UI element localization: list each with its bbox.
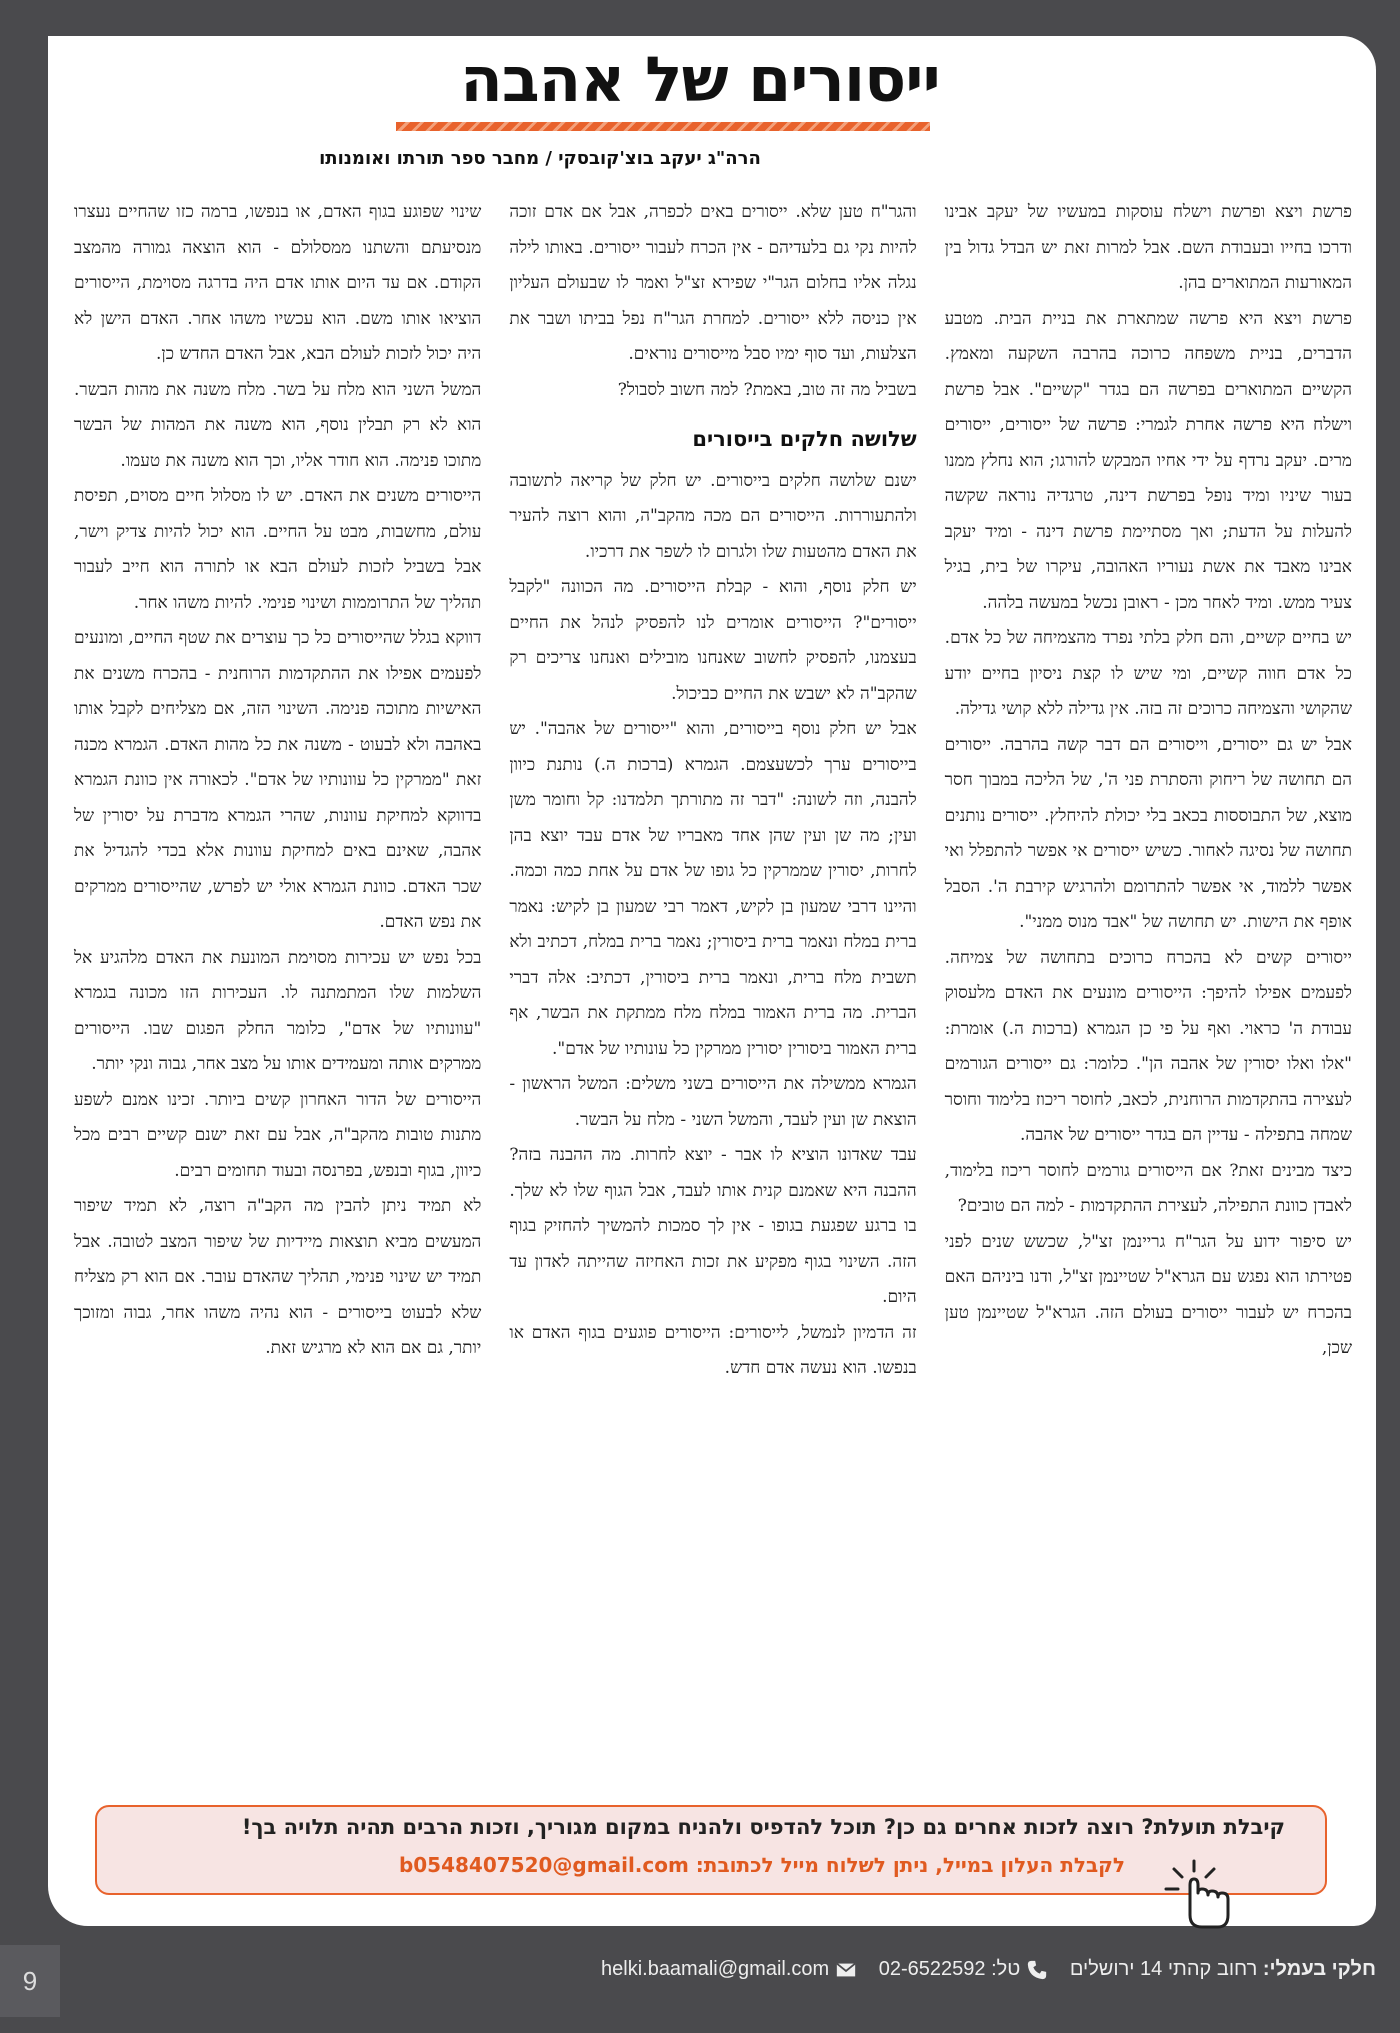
paragraph: אבל יש גם ייסורים, וייסורים הם דבר קשה בהרבה. ייסורים הם תחושה של ריחוק והסתרת פני ה', של הליכה במבוך חסר מוצא, של התבוססות בכאב בלי יכולת להיחלץ. ייסורים נותנים תחושה של נסיגה לאחור. כשיש ייסורים אי אפשר להתפלל ואי אפשר ללמוד, אי אפשר להתרומם ולהרגיש קירבת ה'. הסבל אופף את הישות. יש תחושה של "אבד מנוס ממני". <box>944 734 1352 932</box>
promo-email-line[interactable]: לקבלת העלון במייל, ניתן לשלוח מייל לכתובת: b0548407520@gmail.com <box>398 1853 1125 1877</box>
article-title: ייסורים של אהבה <box>460 43 940 116</box>
paragraph: בשביל מה זה טוב, באמת? למה חשוב לסבול? <box>617 379 917 400</box>
page-number: 9 <box>0 1945 60 2017</box>
paragraph: דווקא בגלל שהייסורים כל כך עוצרים את שטף החיים, ומונעים לפעמים אפילו את ההתקדמות הרוחנית - בהכרח משנים את האישיות מתוכה פנימה. השינוי הזה, אם מצליחים לקבל אותו באהבה ולא לבעוט - משנה את כל מהות האדם. הגמרא מכנה זאת "ממרקין כל עוונותיו של אדם". לכאורה אין כוונת הגמרא בדווקא למחיקת עוונות, שהרי הגמרא מדברת על יסורין של אהבה, שאינם באים למחיקת עוונות אלא בכדי להגדיל את שכר האדם. כוונת הגמרא אולי יש לפרש, שהייסורים ממרקים את נפש האדם. <box>74 628 482 932</box>
phone-icon <box>1026 1959 1048 1981</box>
footer-phone[interactable]: טל: 02-6522592 <box>878 1958 1021 1980</box>
footer-brand: חלקי בעמלי: <box>1262 1958 1376 1980</box>
paragraph: בכל נפש יש עכירות מסוימת המונעת את האדם מלהגיע אל השלמות שלו המתמתנה לו. העכירות הזו מכונה בגמרא "עוונותיו של אדם", כלומר החלק הפגום שבו. הייסורים ממרקים אותה ומעמידים אותו על מצב אחר, גבוה ונקי יותר. <box>74 947 482 1074</box>
footer-address: רחוב קהתי 14 ירושלים <box>1069 1958 1258 1980</box>
paragraph: ישנם שלושה חלקים בייסורים. יש חלק של קריאה לתשובה ולהתעוררות. הייסורים הם מכה מהקב"ה, והוא רוצה להעיר את האדם מהטעות שלו ולגרום לו לשפר את דרכיו. <box>509 470 917 562</box>
paragraph: שינוי שפוגע בגוף האדם, או בנפשו, ברמה כזו שהחיים נעצרו מנסיעתם והשתנו ממסלולם - הוא הוצאה גמורה מהמצב הקודם. אם עד היום אותו אדם היה בדרגה מסוימת, הייסורים הוציאו אותו משם. הוא עכשיו משהו אחר. האדם הישן לא היה יכול לזכות לעולם הבא, אבל האדם החדש כן. <box>74 202 482 364</box>
column-middle <box>509 195 916 1745</box>
column-right <box>945 195 1352 1745</box>
paragraph: ייסורים קשים לא בהכרח כרוכים בתחושה של צמיחה. לפעמים אפילו להיפך: הייסורים מונעים את האדם מלעסוק עבודת ה' כראוי. ואף על פי כן הגמרא (ברכות ה.) אומרת: "אלו ואלו יסורין של אהבה הן". כלומר: גם ייסורים הגורמים לעצירה בהתקדמות הרוחנית, לכאב, לחוסר ריכוז בלימוד וחוסר שמחה בתפילה - עדיין הם בגדר ייסורים של אהבה. <box>944 947 1352 1145</box>
footer-email[interactable]: helki.baamali@gmail.com <box>601 1958 830 1980</box>
paragraph: הייסורים של הדור האחרון קשים ביותר. זכינו אמנם לשפע מתנות טובות מהקב"ה, אבל עם זאת ישנם קשיים רבים מכל כיוון, בגוף ובנפש, בפרנסה ובעוד תחומים רבים. <box>74 1089 482 1181</box>
section-heading: שלושה חלקים בייסורים <box>692 427 917 451</box>
paragraph: אבל יש חלק נוסף בייסורים, והוא "ייסורים של אהבה". יש בייסורים ערך לכשעצמם. הגמרא (ברכות ה.) נותנת כיוון להבנה, וזה לשונה: "דבר זה מתורתך תלמדנו: קל וחומר משן ועין; מה שן ועין שהן אחד מאבריו של אדם עבד יוצא בהן לחרות, יסורין שממרקין כל גופו של אדם על אחת כמה וכמה. והיינו דרבי שמעון בן לקיש, דאמר רבי שמעון בן לקיש: נאמר ברית במלח ונאמר ברית ביסורין; נאמר ברית במלח, דכתיב ולא תשבית מלח ברית, ונאמר ברית ביסורין, דכתיב: אלה דברי הברית. מה ברית האמור במלח מלח ממתקת את הבשר, אף ברית האמור ביסורין יסורין ממרקין כל עונותיו של אדם". <box>509 719 917 1059</box>
paragraph: יש חלק נוסף, והוא - קבלת הייסורים. מה הכוונה "לקבל ייסורים"? הייסורים אומרים לנו להפסיק לנהל את החיים בעצמנו, להפסיק לחשוב שאנחנו מובילים ואנחנו צריכים רק שהקב"ה לא ישבש את החיים כביכול. <box>509 577 917 704</box>
column-left <box>74 195 481 1745</box>
envelope-icon <box>835 1959 857 1981</box>
paragraph: כיצד מבינים זאת? אם הייסורים גורמים לחוסר ריכוז בלימוד, לאבדן כוונת התפילה, לעצירת ההתקדמות - למה הם טובים? <box>944 1160 1352 1216</box>
paragraph: פרשת ויצא ופרשת וישלח עוסקות במעשיו של יעקב אבינו ודרכו בחייו ובעבודת השם. אבל למרות זאת יש הבדל גדול בין המאורעות המתוארים בהן. <box>944 202 1352 293</box>
paragraph: יש בחיים קשיים, והם חלק בלתי נפרד מהצמיחה של כל אדם. כל אדם חווה קשיים, ומי שיש לו קצת ניסיון בחיים יודע שהקושי והצמיחה כרוכים זה בזה. אין גדילה ללא קושי גדילה. <box>944 628 1352 719</box>
paragraph: והגר"ח טען שלא. ייסורים באים לכפרה, אבל אם אדם זוכה להיות נקי גם בלעדיהם - אין הכרח לעבור ייסורים. באותו לילה נגלה אליו בחלום הגר"י שפירא זצ"ל ואמר לו שבעולם העליון אין כניסה ללא ייסורים. למחרת הגר"ח נפל בביתו ושבר את הצלעות, ועד סוף ימיו סבל מייסורים נוראים. <box>509 202 917 364</box>
footer-contact <box>601 1958 1376 1981</box>
paragraph: יש סיפור ידוע על הגר"ח גריינמן זצ"ל, שכשש שנים לפני פטירתו הוא נפגש עם הגרא"ל שטיינמן זצ"ל, ודנו ביניהם האם בהכרח יש לעבור ייסורים בעולם הזה. הגרא"ל שטיינמן טען שכן, <box>944 1231 1352 1358</box>
promo-headline: קיבלת תועלת? רוצה לזכות אחרים גם כן? תוכל להדפיס ולהניח במקום מגוריך, וזכות הרבים תהיה תלויה בך! <box>241 1815 1285 1839</box>
paragraph: המשל השני הוא מלח על בשר. מלח משנה את מהות הבשר. הוא לא רק תבלין נוסף, הוא משנה את המהות של הבשר מתוכו פנימה. הוא חודר אליו, וכך הוא משנה את טעמו. <box>74 379 482 471</box>
title-underline-decoration <box>396 122 930 131</box>
paragraph: פרשת ויצא היא פרשה שמתארת את בניית הבית. מטבע הדברים, בניית משפחה כרוכה בהרבה השקעה ומאמץ. הקשיים המתוארים בפרשה הם בגדר "קשיים". אבל פרשת וישלח היא פרשה אחרת לגמרי: פרשה של ייסורים, ייסורים מרים. יעקב נרדף על ידי אחיו המבקש להורגו; הוא נחלץ ממנו בעור שיניו ומיד נופל בפרשת דינה, טרגדיה נוראה שקשה להעלות על הדעת; ואך מסתיימת פרשת דינה - ומיד יעקב אבינו מאבד את אשת נעוריו האהובה, עיקרו של בית, בגיל צעיר ממש. ומיד לאחר מכן - ראובן נכשל במעשה בלהה. <box>944 308 1352 613</box>
article-body <box>74 195 1352 1745</box>
paragraph: לא תמיד ניתן להבין מה הקב"ה רוצה, לא תמיד שיפור המעשים מביא תוצאות מיידיות של שיפור המצב לטובה. אבל תמיד יש שינוי פנימי, תהליך שהאדם עובר. אם הוא רק מצליח שלא לבעוט בייסורים - הוא נהיה משהו אחר, גבוה ומזוכך יותר, גם אם הוא לא מרגיש זאת. <box>74 1196 482 1358</box>
paragraph: עבד שאדונו הוציא לו אבר - יוצא לחרות. מה ההבנה בזה? ההבנה היא שאמנם קנית אותו לעבד, אבל הגוף שלו לא שלך. בו ברגע שפגעת בגופו - אין לך סמכות להמשיך להחזיק בגוף הזה. השינוי בגוף מפקיע את זכות האחיזה שהייתה לאדון עד היום. <box>509 1145 917 1307</box>
article-byline: הרה"ג יעקב בוצ'קובסקי / מחבר ספר תורתו ואומנותו <box>319 148 761 169</box>
paragraph: הגמרא ממשילה את הייסורים בשני משלים: המשל הראשון - הוצאת שן ועין לעבד, והמשל השני - מלח על הבשר. <box>509 1074 917 1130</box>
promo-box <box>95 1805 1327 1895</box>
pointing-hand-icon <box>1160 1855 1240 1935</box>
paragraph: זה הדמיון לנמשל, לייסורים: הייסורים פוגעים בגוף האדם או בנפשו. הוא נעשה אדם חדש. <box>509 1322 917 1378</box>
paragraph: הייסורים משנים את האדם. יש לו מסלול חיים מסוים, תפיסת עולם, מחשבות, מבט על החיים. הוא יכול להיות צדיק וישר, אבל בשביל לזכות לעולם הבא או לתורה הוא חייב לעבור תהליך של התרוממות ושינוי פנימי. להיות משהו אחר. <box>74 486 482 613</box>
